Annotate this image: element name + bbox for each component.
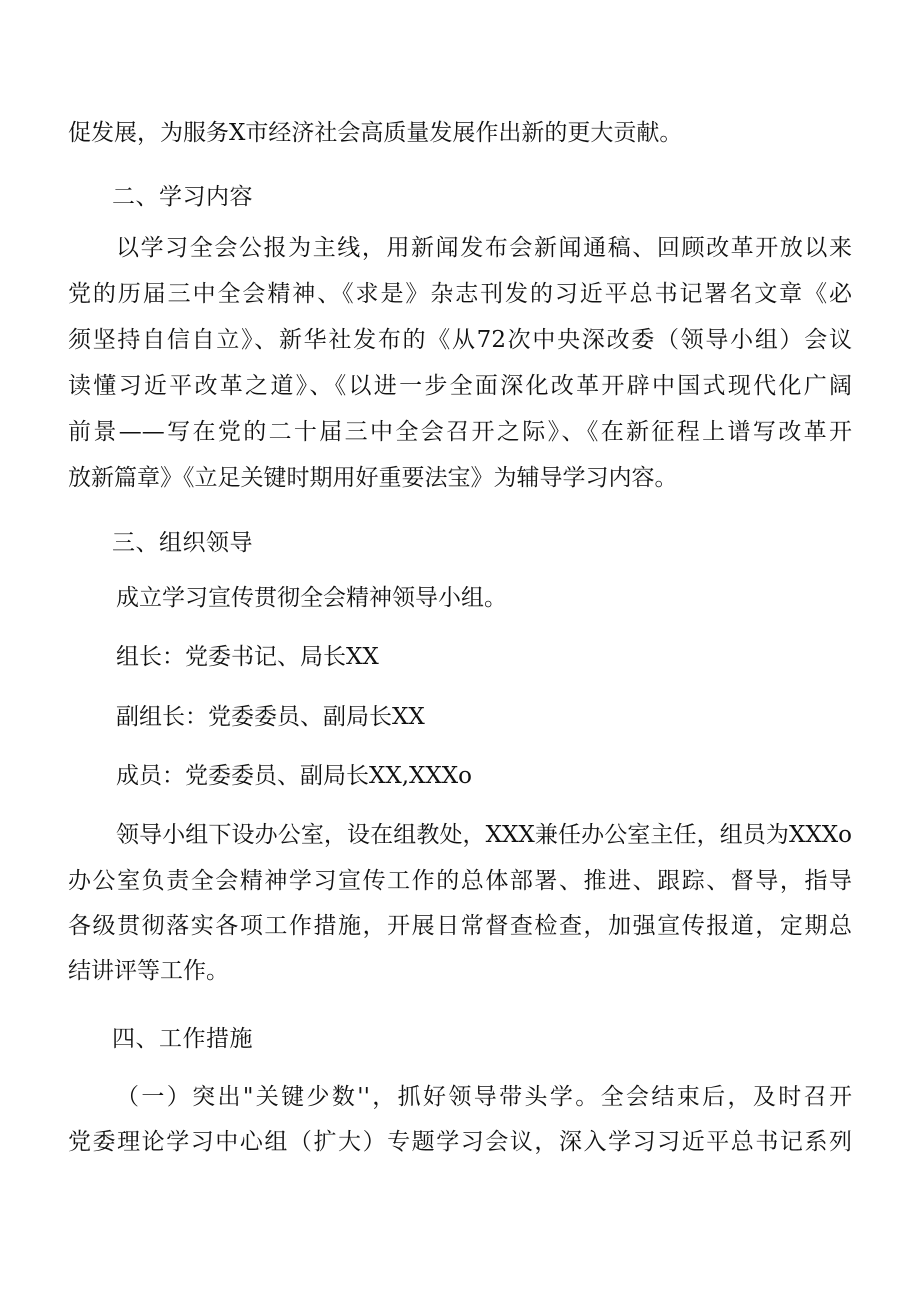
intro-line: 促发展，为服务X市经济社会高质量发展作出新的更大贡献。	[68, 120, 683, 146]
paragraph-line: 放新篇章》《立足关键时期用好重要法宝》为辅导学习内容。	[68, 465, 678, 491]
deputy-leader-line: 副组长：党委委员、副局长XX	[116, 704, 425, 730]
paragraph-line: 以学习全会公报为主线，用新闻发布会新闻通稿、回顾改革开放以来	[116, 235, 852, 261]
paragraph-line: 结讲评等工作。	[68, 958, 229, 984]
section-heading-organization: 三、组织领导	[112, 530, 253, 556]
paragraph-line: 党的历届三中全会精神、《求是》杂志刊发的习近平总书记署名文章《必	[68, 281, 852, 307]
paragraph-line: 办公室负责全会精神学习宣传工作的总体部署、推进、跟踪、督导，指导	[68, 868, 852, 894]
paragraph-line: 领导小组下设办公室，设在组教处，XXX兼任办公室主任，组员为XXXo	[116, 822, 852, 848]
paragraph-line: 党委理论学习中心组（扩大）专题学习会议，深入学习习近平总书记系列	[68, 1129, 852, 1155]
paragraph-line: 读懂习近平改革之道》、《以进一步全面深化改革开辟中国式现代化广阔	[68, 373, 852, 399]
section-heading-measures: 四、工作措施	[112, 1026, 253, 1052]
leader-line: 组长：党委书记、局长XX	[116, 644, 379, 670]
paragraph-line: （一）突出"关键少数''，抓好领导带头学。全会结束后，及时召开	[116, 1084, 852, 1110]
paragraph-line: 前景——写在党的二十届三中全会召开之际》、《在新征程上谱写改革开	[68, 419, 852, 445]
paragraph-line: 各级贯彻落实各项工作措施，开展日常督查检查，加强宣传报道，定期总	[68, 913, 852, 939]
members-line: 成员：党委委员、副局长XX,XXXo	[116, 763, 473, 789]
paragraph-line: 须坚持自信自立》、新华社发布的《从72次中央深改委（领导小组）会议	[68, 327, 852, 353]
section-heading-study-content: 二、学习内容	[112, 184, 253, 210]
establish-line: 成立学习宣传贯彻全会精神领导小组。	[116, 585, 507, 611]
